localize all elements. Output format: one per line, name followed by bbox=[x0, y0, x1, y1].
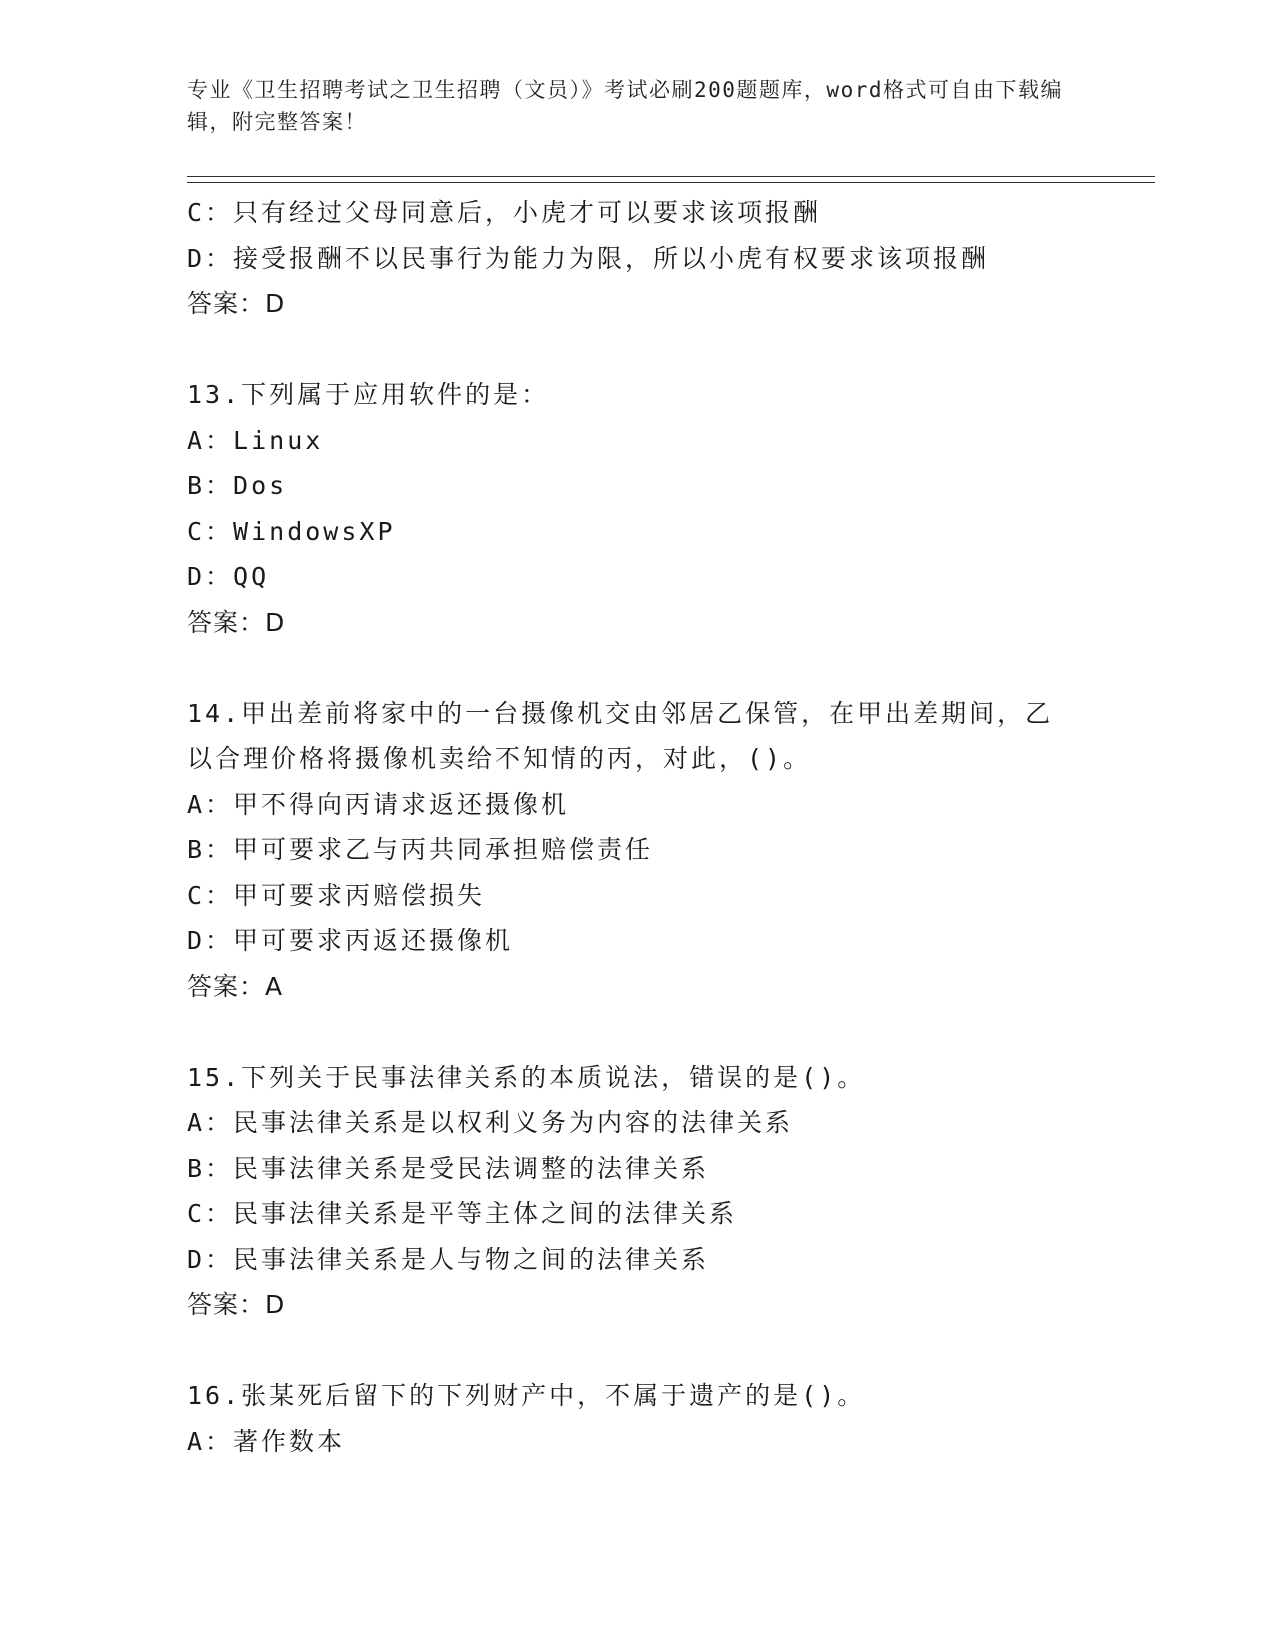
header-rule-bottom bbox=[187, 182, 1155, 183]
option-a: A：甲不得向丙请求返还摄像机 bbox=[187, 789, 570, 819]
option-a: A：著作数本 bbox=[187, 1426, 346, 1456]
header-rule-top bbox=[187, 176, 1155, 177]
document-header: 专业《卫生招聘考试之卫生招聘（文员）》考试必刷200题题库，word格式可自由下载编辑，附完整答案！ bbox=[187, 78, 1063, 134]
option-a: A：Linux bbox=[187, 425, 324, 455]
option-d: D：甲可要求丙返还摄像机 bbox=[187, 926, 514, 955]
spacer bbox=[187, 645, 1147, 691]
answer-line: 答案：D bbox=[187, 1290, 286, 1319]
answer-line: 答案：A bbox=[187, 971, 284, 1001]
question-15-text: 15.下列关于民事法律关系的本质说法，错误的是()。 bbox=[187, 1062, 866, 1092]
option-b: B：甲可要求乙与丙共同承担赔偿责任 bbox=[187, 835, 654, 864]
option-b: B：民事法律关系是受民法调整的法律关系 bbox=[187, 1153, 710, 1183]
question-14-text: 14.甲出差前将家中的一台摄像机交由邻居乙保管，在甲出差期间，乙 bbox=[187, 698, 1054, 728]
option-d: D：QQ bbox=[187, 562, 270, 591]
option-b: B：Dos bbox=[187, 471, 288, 500]
answer-line: 答案：D bbox=[187, 289, 286, 318]
spacer bbox=[187, 1009, 1147, 1055]
option-d: D：接受报酬不以民事行为能力为限，所以小虎有权要求该项报酬 bbox=[187, 243, 990, 273]
option-d: D：民事法律关系是人与物之间的法律关系 bbox=[187, 1244, 710, 1274]
spacer bbox=[187, 1328, 1147, 1374]
answer-line: 答案：D bbox=[187, 607, 286, 637]
question-13-text: 13.下列属于应用软件的是： bbox=[187, 380, 550, 409]
option-c: C：甲可要求丙赔偿损失 bbox=[187, 880, 486, 910]
option-c: C：只有经过父母同意后，小虎才可以要求该项报酬 bbox=[187, 198, 822, 227]
question-list bbox=[187, 190, 1147, 1464]
option-c: C：WindowsXP bbox=[187, 516, 396, 546]
option-a: A：民事法律关系是以权利义务为内容的法律关系 bbox=[187, 1108, 794, 1137]
spacer bbox=[187, 327, 1147, 373]
option-c: C：民事法律关系是平等主体之间的法律关系 bbox=[187, 1199, 738, 1228]
question-14-text-cont: 以合理价格将摄像机卖给不知情的丙，对此，()。 bbox=[187, 744, 812, 773]
question-16-text: 16.张某死后留下的下列财产中，不属于遗产的是()。 bbox=[187, 1381, 866, 1410]
